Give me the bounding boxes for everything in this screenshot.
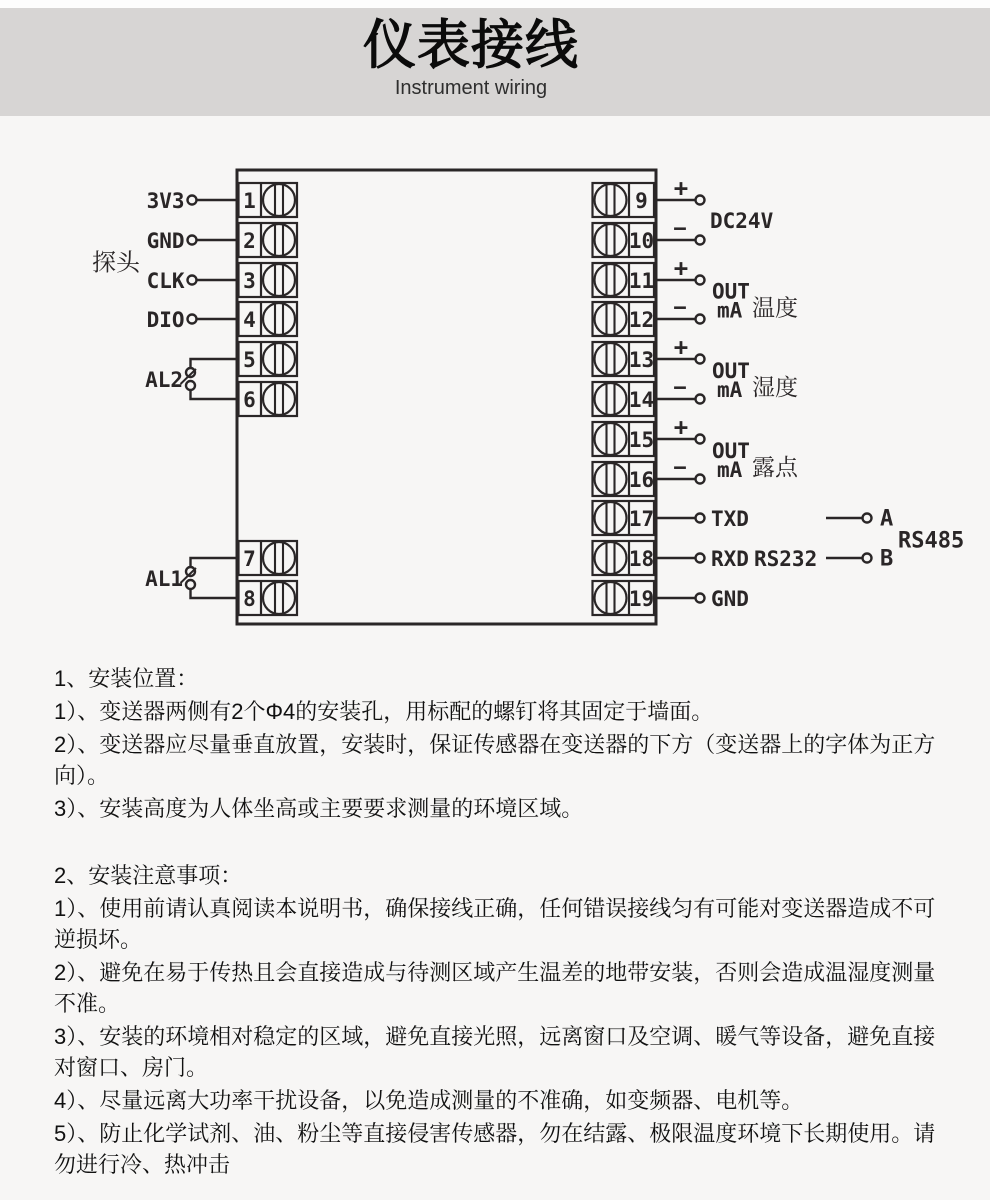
pin-label-clk: CLK: [146, 269, 185, 293]
screw-icon: [263, 303, 295, 335]
screw-icon: [595, 582, 627, 614]
section-item: 2）、避免在易于传热且会直接造成与待测区域产生温差的地带安装，否则会造成温湿度测量不准。: [54, 960, 936, 1016]
gnd-label: GND: [711, 587, 749, 611]
probe-group-label: 探头: [92, 249, 140, 277]
screw-icon: [263, 582, 295, 614]
section-item: 3）、安装的环境相对稳定的区域，避免直接光照，远离窗口及空调、暖气等设备，避免直接对窗口、房门。: [54, 1024, 936, 1080]
pin-circle: [188, 276, 197, 285]
minus-sign: −: [673, 375, 687, 401]
section-item: 4）、尽量远离大功率干扰设备，以免造成测量的不准确，如变频器、电机等。: [54, 1088, 804, 1113]
page-title: 仪表接线: [363, 16, 579, 75]
screw-icon: [595, 303, 627, 335]
plus-sign: +: [673, 413, 689, 441]
wiring-diagram: [0, 116, 990, 640]
switch-wire: [191, 589, 239, 598]
terminal-number: 14: [628, 388, 655, 412]
pin-circle: [186, 381, 195, 390]
terminal-number: 10: [628, 229, 655, 253]
terminal-number: 15: [628, 428, 655, 452]
pin-circle: [188, 315, 197, 324]
screw-icon: [595, 502, 627, 534]
terminal-number: 13: [628, 348, 655, 372]
rs485-label: RS485: [898, 528, 965, 554]
screw-icon: [595, 423, 627, 455]
channel-label: 露点: [752, 454, 798, 480]
unit-label: mA: [717, 378, 743, 402]
screw-icon: [263, 224, 295, 256]
plus-sign: +: [673, 333, 689, 361]
plus-sign: +: [673, 174, 689, 202]
screw-icon: [595, 542, 627, 574]
terminal-number: 8: [243, 587, 256, 611]
power-label: DC24V: [710, 209, 774, 233]
minus-sign: −: [673, 216, 687, 242]
pin-circle: [696, 196, 705, 205]
pin-circle: [696, 236, 705, 245]
terminal-number: 7: [243, 547, 256, 571]
terminal-number: 2: [243, 229, 256, 253]
terminal-number: 1: [243, 189, 256, 213]
pin-circle: [863, 514, 872, 523]
pin-circle: [696, 514, 705, 523]
terminal-number: 5: [243, 348, 256, 372]
installation-instructions: [0, 640, 990, 1180]
switch-wire: [191, 359, 239, 368]
pin-circle: [696, 276, 705, 285]
section-item: 5）、防止化学试剂、油、粉尘等直接侵害传感器，勿在结露、极限温度环境下长期使用。请勿进行冷、热冲击: [54, 1121, 936, 1177]
pin-circle: [696, 435, 705, 444]
pin-circle: [188, 236, 197, 245]
channel-label: 温度: [752, 294, 798, 321]
switch-label-al2: AL2: [145, 368, 183, 392]
terminal-number: 9: [635, 189, 648, 213]
screw-icon: [595, 224, 627, 256]
screw-icon: [263, 184, 295, 216]
section-item: 1）、变送器两侧有2个Φ4的安装孔，用标配的螺钉将其固定于墙面。: [54, 699, 714, 724]
switch-wire: [191, 558, 239, 567]
out-label: OUT: [712, 359, 750, 383]
terminal-number: 6: [243, 388, 256, 412]
top-strip: [0, 0, 990, 8]
pin-circle: [696, 554, 705, 563]
txd-label: TXD: [711, 507, 749, 531]
rs232-label: RS232: [754, 547, 818, 571]
screw-icon: [263, 343, 295, 375]
terminal-number: 3: [243, 269, 256, 293]
section-item: 3）、安装高度为人体坐高或主要要求测量的环境区域。: [54, 796, 584, 821]
pin-label-gnd: GND: [146, 229, 185, 253]
pin-circle: [696, 355, 705, 364]
terminal-number: 4: [243, 308, 256, 332]
pin-circle: [186, 580, 195, 589]
instructions-section-2: [54, 860, 954, 1180]
page-subtitle: Instrument wiring: [394, 77, 548, 99]
out-label: OUT: [712, 439, 750, 463]
terminal-number: 18: [628, 547, 655, 571]
pin-label-dio: DIO: [146, 308, 185, 332]
screw-icon: [595, 264, 627, 296]
switch-label-al1: AL1: [145, 567, 183, 591]
header-band: [0, 8, 990, 116]
screw-icon: [263, 542, 295, 574]
rs485-a-label: A: [880, 506, 894, 532]
terminal-number: 11: [628, 269, 655, 293]
out-label: OUT: [712, 279, 750, 304]
minus-sign: −: [673, 295, 687, 321]
terminal-number: 19: [628, 587, 655, 611]
screw-icon: [263, 264, 295, 296]
screw-icon: [595, 463, 627, 495]
channel-label: 湿度: [752, 374, 798, 400]
terminal-number: 17: [628, 507, 655, 531]
screw-icon: [263, 383, 295, 415]
section-heading: 1、安装位置：: [54, 666, 199, 691]
screw-icon: [595, 343, 627, 375]
unit-label: mA: [717, 298, 743, 323]
section-heading: 2、安装注意事项：: [54, 863, 243, 888]
screw-icon: [595, 383, 627, 415]
section-item: 2）、变送器应尽量垂直放置，安装时，保证传感器在变送器的下方（变送器上的字体为正方向）。: [54, 732, 936, 788]
pin-circle: [696, 395, 705, 404]
pin-circle: [696, 315, 705, 324]
minus-sign: −: [673, 455, 687, 481]
pin-label-3v3: 3V3: [146, 189, 185, 213]
rs485-b-label: B: [880, 546, 894, 572]
unit-label: mA: [717, 458, 743, 482]
pin-circle: [863, 554, 872, 563]
screw-icon: [595, 184, 627, 216]
terminal-number: 16: [628, 468, 655, 492]
pin-circle: [696, 475, 705, 484]
plus-sign: +: [673, 254, 689, 282]
pin-circle: [696, 594, 705, 603]
switch-wire: [191, 390, 239, 399]
rxd-label: RXD: [711, 547, 749, 571]
instructions-section-1: [54, 663, 954, 824]
pin-circle: [188, 196, 197, 205]
terminal-number: 12: [628, 308, 655, 332]
section-item: 1）、使用前请认真阅读本说明书，确保接线正确，任何错误接线匀有可能对变送器造成不可逆损坏。: [54, 896, 936, 952]
